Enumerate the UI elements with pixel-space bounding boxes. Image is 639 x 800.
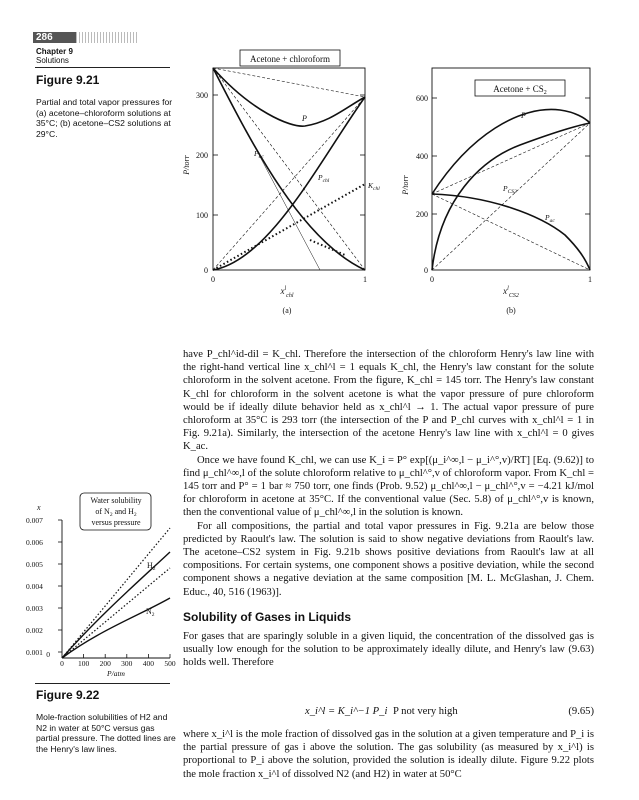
panel-b-label-Pac: $P_{ac}$ bbox=[545, 213, 555, 224]
fig22-ytick-0004: 0.004 bbox=[26, 582, 43, 591]
panel-b-xtick-0: 0 bbox=[430, 275, 434, 284]
chapter-label bbox=[36, 47, 73, 65]
fig22-xtick-500: 500 bbox=[164, 659, 176, 668]
panel-a-label: Acetone + chloroform bbox=[249, 54, 331, 64]
paragraph-2: Once we have found K_chl, we can use K_i = P° exp[(μ_i^∞,l − μ_i^°,v)/RT] [Eq. (9.62)] to find μ_chl^∞,l of the solute chloroform relative to μ_chl^°,v of chloroform vapor. From K_chl = 145 torr and P° = 1 bar ≈ 750 torr, one finds (Prob. 9.52) μ_chl^∞,l − μ_chl^°,v = −4.21 kJ/mol for chloroform in acetone at 35°C. If the conventional value (Sec. 5.8) of μ_chl^°,v is known, then the conventional value of μ_chl^∞,l in the solution is known. bbox=[183, 454, 594, 519]
figure-rule bbox=[35, 683, 170, 684]
panel-b-ytick-200: 200 bbox=[416, 210, 428, 219]
panel-b-ytick-0: 0 bbox=[424, 266, 428, 275]
fig22-xtick-400: 400 bbox=[142, 659, 155, 668]
fig22-ytick-0002: 0.002 bbox=[26, 626, 43, 635]
fig22-box-line3: versus pressure bbox=[91, 518, 141, 527]
section-body bbox=[183, 630, 594, 670]
caption-text: Partial and total vapor pressures for (a) acetone–chloroform solutions at 35°C; (b) acetone–CS2 solutions at 29°C. bbox=[36, 97, 173, 139]
panel-a-ylabel: P/torr bbox=[182, 155, 191, 175]
panel-a-raoult-lines bbox=[213, 68, 365, 270]
fig22-ytick-0003: 0.003 bbox=[26, 604, 43, 613]
page-header-bar bbox=[76, 32, 138, 43]
panel-b-ylabel: P/torr bbox=[401, 175, 410, 195]
fig22-xtick-100: 100 bbox=[77, 659, 90, 668]
chapter-number: Chapter 9 bbox=[36, 47, 73, 56]
figure-9-22-caption: Mole-fraction solubilities of H2 and N2 in water at 50°C versus gas partial pressure. The dotted lines are the Henry's law lines. bbox=[36, 712, 176, 754]
fig22-henry-H2 bbox=[62, 528, 170, 658]
fig22-ytick-0007: 0.007 bbox=[26, 516, 43, 525]
paragraph-3: For all compositions, the partial and total vapor pressures in Fig. 9.21a are below those predicted by Raoult's law. The solution is said to show negative deviations from Raoult's law. The acetone–CS2 system in Fig. 9.21b shows positive deviations from Raoult's law at all compositions. For certain systems, one component shows a positive deviation, while the second component shows a negative deviation at the same composition [M. L. McGlashan, J. Chem. Educ., 40, 516 (1963)]. bbox=[183, 520, 594, 598]
figure-9-21-title: Figure 9.21 bbox=[36, 73, 100, 87]
panel-a-letter: (a) bbox=[282, 306, 292, 315]
panel-a-label-P: P bbox=[302, 114, 307, 123]
fig22-xtick-0: 0 bbox=[60, 659, 64, 668]
panel-b-ytick-600: 600 bbox=[416, 94, 428, 103]
equation-formula: x_i^l = K_i^−1 P_i bbox=[305, 706, 388, 717]
figure-9-21b-plot bbox=[395, 45, 600, 317]
panel-b-label: Acetone + $CS_2$ bbox=[493, 84, 547, 96]
panel-b-xtick-1: 1 bbox=[588, 275, 592, 284]
fig22-xtick-200: 200 bbox=[99, 659, 111, 668]
body-text bbox=[183, 348, 594, 599]
section-heading: Solubility of Gases in Liquids bbox=[183, 610, 352, 624]
paragraph-1: have P_chl^id-dil = K_chl. Therefore the intersection of the chloroform Henry's law line with the right-hand vertical line x_chl^l = 1 equals K_chl, the Henry's law constant for the solute chloroform in the solvent acetone. From the figure, K_chl = 145 torr. The Henry's law constant K_chl for chloroform in the solvent acetone is what the vapor pressure of pure chloroform would be if ideally dilute behavior held as x_chl^l → 1. The actual vapor pressure of pure chloroform at 35°C is 293 torr (the intersection of the P and P_chl curves with x_chl^l = 1 in Fig. 9.21a). Similarly, the intersection of the acetone Henry's law line with x_chl^l = 0 gives K_ac. bbox=[183, 349, 594, 453]
fig22-ytick-0: 0 bbox=[46, 650, 50, 659]
panel-a-label-Kchl: $K_{chl}$ bbox=[368, 181, 380, 192]
panel-b-xlabel: $x^l_{CS2}$ bbox=[503, 286, 519, 299]
panel-a-xtick-0: 0 bbox=[211, 275, 215, 284]
figure-rule bbox=[35, 67, 170, 68]
panel-b-ytick-400: 400 bbox=[416, 152, 428, 161]
fig22-xtick-300: 300 bbox=[121, 659, 133, 668]
chapter-title: Solutions bbox=[36, 56, 69, 65]
fig22-ytick-0001: 0.001 bbox=[26, 648, 43, 657]
figure-9-21-caption bbox=[36, 97, 176, 139]
panel-a-xtick-1: 1 bbox=[363, 275, 367, 284]
fig22-ylabel: x bbox=[37, 503, 41, 512]
page-number: 286 bbox=[33, 32, 76, 43]
equation-condition: P not very high bbox=[393, 706, 458, 717]
fig22-label-H2: $H_2$ bbox=[147, 561, 156, 572]
equation-number: (9.65) bbox=[568, 706, 594, 717]
figure-9-21a-plot bbox=[180, 45, 390, 317]
panel-a-ytick-100: 100 bbox=[196, 211, 208, 220]
fig22-curve-N2 bbox=[62, 598, 170, 658]
panel-a-curve-P bbox=[213, 68, 365, 126]
fig22-box-line1: Water solubility bbox=[90, 496, 142, 505]
section-body-2 bbox=[183, 728, 594, 781]
fig22-label-N2: $N_2$ bbox=[146, 607, 155, 618]
fig22-box-line2: of $N_2$ and $H_2$ bbox=[95, 507, 137, 518]
fig22-xlabel: P/atm bbox=[107, 669, 125, 678]
figure-9-22-plot bbox=[20, 490, 185, 678]
panel-a-xlabel: $x^l_{chl}$ bbox=[280, 286, 294, 299]
fig22-ytick-0006: 0.006 bbox=[26, 538, 43, 547]
panel-b-curve-P bbox=[432, 109, 590, 194]
panel-a-ytick-200: 200 bbox=[196, 151, 208, 160]
panel-b-label-P: P bbox=[521, 111, 526, 120]
fig22-ytick-0005: 0.005 bbox=[26, 560, 43, 569]
panel-b-frame bbox=[432, 68, 590, 270]
figure-9-22-title: Figure 9.22 bbox=[36, 688, 100, 702]
paragraph-5: where x_i^l is the mole fraction of dissolved gas in the solution at a given temperature and P_i is the partial pressure of gas i above the solution. The gas solubility (as measured by x_i^l) is proportional to P_i above the solution, provided the solution is ideally dilute. Figure 9.22 plots the mole fraction x_i^l of dissolved N2 (and H2) in water at 50°C bbox=[183, 729, 594, 780]
panel-b-label-PCS2: $P_{CS2}$ bbox=[503, 184, 517, 195]
panel-a-henry-ac bbox=[310, 240, 345, 255]
paragraph-4: For gases that are sparingly soluble in a given liquid, the concentration of the dissolved gas is usually low enough for the solution to be approximately ideally dilute, and Henry's law (9.63) holds well. Therefore bbox=[183, 631, 594, 669]
panel-a-ytick-0: 0 bbox=[204, 266, 208, 275]
panel-a-label-Pchl: $P_{chl}$ bbox=[318, 173, 330, 184]
panel-a-ytick-300: 300 bbox=[196, 91, 208, 100]
panel-b-letter: (b) bbox=[506, 306, 516, 315]
panel-a-label-Pac: $P_{ac}$ bbox=[254, 149, 264, 160]
